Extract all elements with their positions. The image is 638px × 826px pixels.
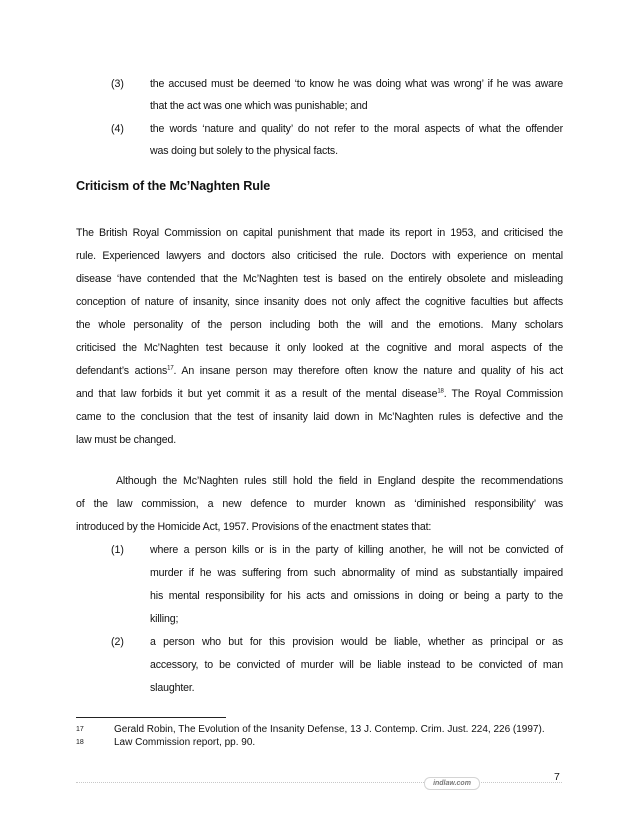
list-item-line: where a person kills or is in the party of killing another, he will not be convicted of — [150, 544, 563, 556]
footnote-divider — [76, 717, 226, 718]
list-item-line: murder if he was suffering from such abnormality of mind as substantially impaired — [150, 567, 563, 579]
list-item-number: (3) — [111, 78, 124, 90]
list-item-line: a person who but for this provision would be liable, whether as principal or as — [150, 636, 563, 648]
paragraph-line: the whole personality of the person including both the will and the emotions. Many scholars — [76, 319, 563, 331]
paragraph-line: rule. Experienced lawyers and doctors also criticised the rule. Doctors with experience on mental — [76, 250, 563, 262]
list-item-line: killing; — [150, 613, 179, 625]
section-heading: Criticism of the Mc’Naghten Rule — [76, 179, 271, 193]
paragraph-line: law must be changed. — [76, 434, 177, 446]
paragraph-line: disease ‘have contended that the Mc’Naghten test is based on the entirely obsolete and misleading — [76, 273, 563, 285]
paragraph-line: criticised the Mc’Naghten test because it only looked at the cognitive and moral aspects of the — [76, 342, 563, 354]
list-item-line: his mental responsibility for his acts and omissions in doing or being a party to the — [150, 590, 563, 602]
paragraph-line: Although the Mc’Naghten rules still hold the field in England despite the recommendations — [116, 475, 563, 487]
indlaw-logo: indlaw.com — [424, 777, 480, 790]
list-item-number: (1) — [111, 544, 124, 556]
paragraph-line: defendant’s actions$^{17}$. An insane person may therefore often know the nature and quality of his act — [76, 365, 563, 377]
paragraph-line: and that law forbids it but yet commit it as a result of the mental disease$^{18}$. The Royal Commission — [76, 388, 563, 400]
list-item-number: (2) — [111, 636, 124, 648]
list-item-line: slaughter. — [150, 682, 195, 694]
paragraph-line: The British Royal Commission on capital punishment that made its report in 1953, and criticised the — [76, 227, 563, 239]
paragraph-line: of the law commission, a new defence to murder known as ‘diminished responsibility’ was — [76, 498, 563, 510]
list-item-line: the words ‘nature and quality’ do not refer to the moral aspects of what the offender — [150, 123, 563, 135]
list-item-line: accessory, to be convicted of murder will be liable instead to be convicted of man — [150, 659, 563, 671]
list-item-number: (4) — [111, 123, 124, 135]
footnote-number: 17 — [76, 726, 84, 733]
list-item-line: was doing but solely to the physical facts. — [150, 145, 338, 157]
footnote-text: Gerald Robin, The Evolution of the Insanity Defense, 13 J. Contemp. Crim. Just. 224, 226 (1997). — [114, 724, 545, 735]
paragraph-line: introduced by the Homicide Act, 1957. Provisions of the enactment states that: — [76, 521, 432, 533]
footnote-text: Law Commission report, pp. 90. — [114, 737, 256, 748]
footer-divider — [76, 782, 562, 783]
footnote-ref: 18 — [437, 388, 444, 395]
paragraph-line: came to the conclusion that the test of insanity laid down in Mc’Naghten rules is defective and the — [76, 411, 563, 423]
page-number: 7 — [554, 771, 560, 783]
footnote-ref: 17 — [167, 365, 174, 372]
list-item-line: that the act was one which was punishable; and — [150, 100, 368, 112]
list-item-line: the accused must be deemed ‘to know he was doing what was wrong’ if he was aware — [150, 78, 563, 90]
footnote-number: 18 — [76, 739, 84, 746]
paragraph-line: conception of nature of insanity, since insanity does not only affect the cognitive faculties but affects — [76, 296, 563, 308]
